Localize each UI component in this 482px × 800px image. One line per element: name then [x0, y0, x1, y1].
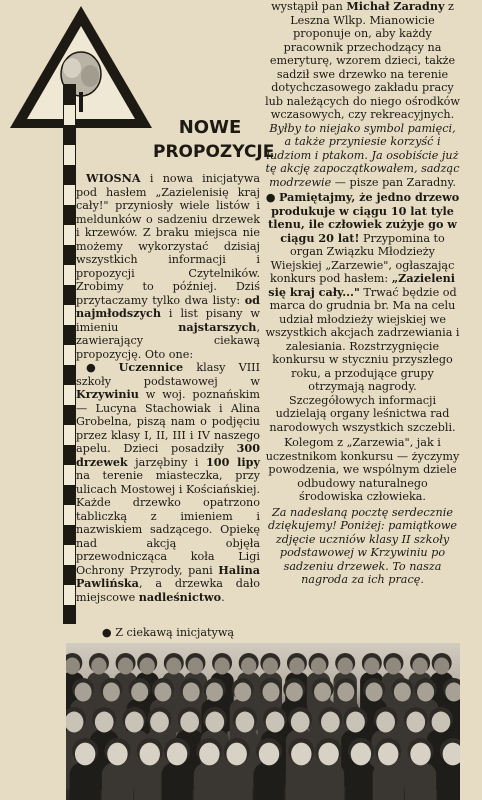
- tree-warning-sign-icon: [6, 2, 156, 132]
- thanks-paragraph: Za nadesłaną pocztę serdecznie dziękujemy! Poniżej: pamiątkowe zdjęcie uczniów klasy II szkoły podstawowej w Krzywiniu po sadzeniu drzewek. To nasza nagroda za ich pracę.: [267, 505, 458, 586]
- headline-line-1: NOWE: [178, 117, 242, 138]
- bullet-icon: ●: [101, 626, 112, 639]
- bullet-icon: ●: [265, 191, 276, 204]
- headline: [153, 116, 275, 164]
- right-column: [265, 0, 460, 587]
- intro-paragraph: WIOSNA i nowa inicjatywa pod hasłem „Zazielenisię kraj cały!" przyniosły wiele listów i meldunków o sadzeniu drzewek i krzewów. Z braku miejsca nie możemy wykorzystać dzisiaj wszystkich informacji i propozycji Czytelników. Zrobimy to później. Dziś przytaczamy tylko dwa listy: od najmłodszych i list pisany w imieniu najstarszych, zawierający ciekawą propozycję. Oto one:: [76, 171, 260, 361]
- zarzewie-paragraph: ● Pamiętajmy, że jedno drzewo produkuje w ciągu 10 lat tyle tlenu, ile człowiek zużyje go w ciągu 20 lat! Przypomina to organ Związku Młodzieży Wiejskiej „Zarzewie", ogłaszając konkurs pod hasłem: „Zazieleni się kraj cały..." Trwać będzie od marca do grudnia br. Ma na celu udział młodzieży wiejskiej we wszystkich akcjach zadrzewiania i zalesiania. Rozstrzygnięcie konkursu w styczniu przyszłego roku, a przodujące grupy otrzymają nagrody. Szczegółowych informacji udzielają organy leśnictwa rad narodowych wszystkich szczebli.: [265, 190, 460, 434]
- intro-lead-word: WIOSNA: [86, 171, 141, 185]
- class-photo: [66, 643, 460, 800]
- bullet-icon: ●: [86, 361, 106, 374]
- wishes-paragraph: Kolegom z „Zarzewia", jak i uczestnikom konkursu — życzymy powodzenia, we wspólnym dziele odbudowy naturalnego środowiska człowieka.: [265, 436, 460, 503]
- sign-pole: [63, 84, 76, 624]
- zaradny-paragraph: wystąpił pan Michał Zaradny z Leszna Wlkp. Mianowicie proponuje on, aby każdy pracownik przechodzący na emeryturę, wzorem dzieci, także sadził swe drzewko na terenie dotychczasowego zakładu pracy lub należących do niego ośrodków wczasowych, czy rekreacyjnych. Byłby to niejako symbol pamięci, a także przyniesie korzyść i ludziom i ptakom. Ja osobiście już tę akcję zapoczątkowałem, sadząc modrzewie — pisze pan Zaradny.: [265, 0, 460, 189]
- headline-line-2: PROPOZYCJE: [153, 142, 275, 162]
- story-paragraph: ● Uczennice klasy VIII szkoły podstawowej w Krzywiniu w woj. poznańskim — Lucyna Stachowiak i Alina Grobelna, piszą nam o podjęciu przez klasy I, II, III i IV naszego apelu. Dzieci posadziły 300 drzewek jarzębiny i 100 lipy na terenie miasteczka, przy ulicach Mostowej i Kościańskiej. Każde drzewko opatrzono tabliczką z imieniem i nazwiskiem sadzącego. Opiekę nad akcją objęła przewodnicząca koła Ligi Ochrony Przyrody, pani Halina Pawlińska, a drzewka dało miejscowe nadleśnictwo.: [76, 360, 260, 604]
- children-group-photo-image: [66, 643, 460, 800]
- photo-lead-line: ● Z ciekawą inicjatywą: [101, 626, 235, 639]
- left-column: [76, 172, 260, 604]
